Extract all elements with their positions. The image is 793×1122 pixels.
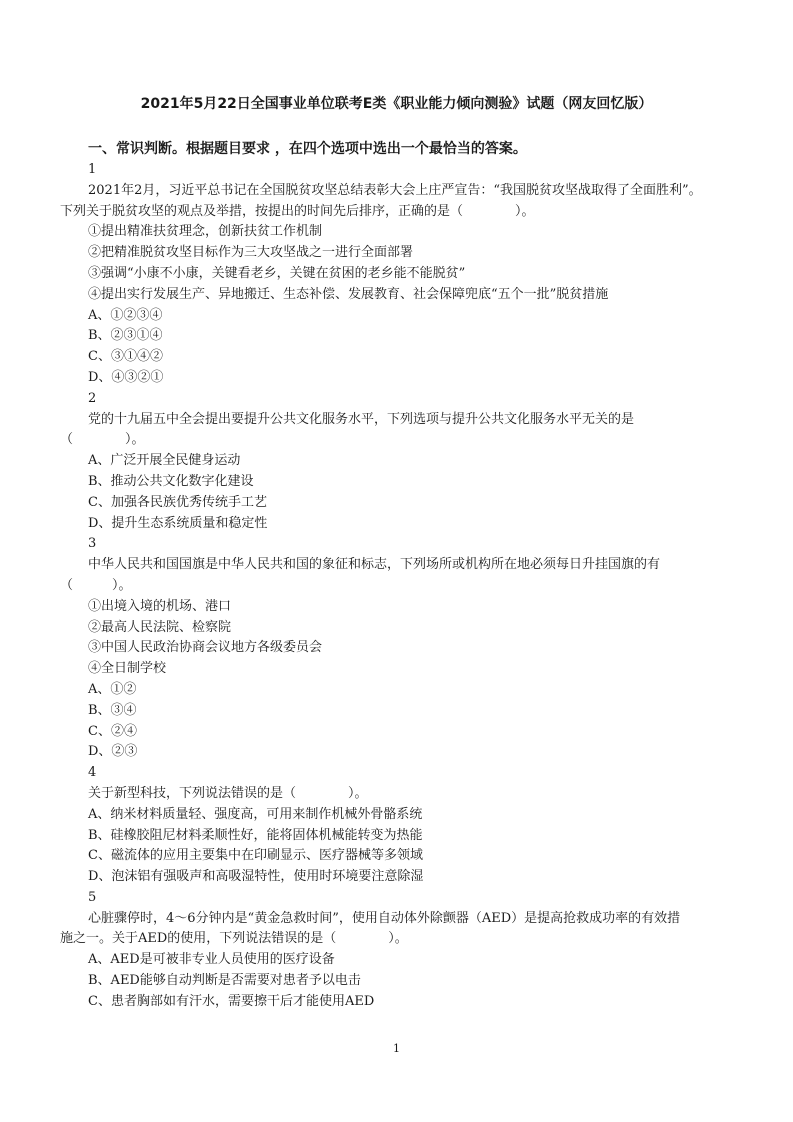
option-b: B、③④ [88,702,137,718]
statement-item: ③强调“小康不小康，关键看老乡，关键在贫困的老乡能不能脱贫” [88,265,466,281]
option-d: D、泡沫铝有强吸声和高吸湿特性，使用时环境要注意除湿 [88,869,424,885]
option-a: A、AED是可被非专业人员使用的医疗设备 [88,952,335,968]
question-stem-continued: 下列关于脱贫攻坚的观点及举措，按提出的时间先后排序，正确的是（ ）。 [60,203,535,219]
option-b: B、硅橡胶阻尼材料柔顺性好，能将固体机械能转变为热能 [88,827,423,843]
option-a: A、纳米材料质量轻、强度高，可用来制作机械外骨骼系统 [88,806,423,822]
question-stem: 关于新型科技，下列说法错误的是（ ）。 [88,785,368,801]
question-stem: 党的十九届五中全会提出要提升公共文化服务水平，下列选项与提升公共文化服务水平无关的是 [88,411,635,427]
page-number: 1 [393,1042,400,1055]
statement-item: ②最高人民法院、检察院 [88,619,232,635]
question-number: 5 [88,889,97,905]
option-d: D、提升生态系统质量和稳定性 [88,515,268,531]
statement-item: ④全日制学校 [88,661,167,677]
option-b: B、AED能够自动判断是否需要对患者予以电击 [88,973,361,989]
option-b: B、②③①④ [88,328,163,344]
option-c: C、③①④② [88,349,163,365]
statement-item: ④提出实行发展生产、异地搬迁、生态补偿、发展教育、社会保障兜底“五个一批”脱贫措施 [88,286,609,302]
statement-item: ①出境入境的机场、港口 [88,598,232,614]
question-number: 3 [88,536,97,552]
statement-item: ②把精准脱贫攻坚目标作为三大攻坚战之一进行全面部署 [88,245,414,261]
question-stem-continued: （ ）。 [60,577,132,593]
question-stem-continued: 施之一。关于AED的使用，下列说法错误的是（ ）。 [60,931,408,947]
option-a: A、①②③④ [88,307,163,323]
option-a: A、广泛开展全民健身运动 [88,453,241,469]
option-c: C、磁流体的应用主要集中在印刷显示、医疗器械等多领域 [88,848,423,864]
question-number: 4 [88,765,97,781]
document-title: 2021年5月22日全国事业单位联考E类《职业能力倾向测验》试题（网友回忆版） [140,96,653,112]
option-c: C、加强各民族优秀传统手工艺 [88,494,267,510]
questions-body [60,160,740,1013]
option-a: A、①② [88,681,137,697]
option-c: C、患者胸部如有汗水，需要擦干后才能使用AED [88,993,375,1009]
question-stem: 心脏骤停时，4～6分钟内是“黄金急救时间”，使用自动体外除颤器（AED）是提高抢救成功率的有效措 [88,910,681,926]
statement-item: ①提出精准扶贫理念，创新扶贫工作机制 [88,224,323,240]
question-number: 2 [88,390,97,406]
question-stem-continued: （ ）。 [60,432,145,448]
statement-item: ③中国人民政治协商会议地方各级委员会 [88,640,323,656]
option-b: B、推动公共文化数字化建设 [88,473,254,489]
question-stem: 2021年2月，习近平总书记在全国脱贫攻坚总结表彰大会上庄严宣告：“我国脱贫攻坚战取得了全面胜利”。 [88,182,702,198]
question-stem: 中华人民共和国国旗是中华人民共和国的象征和标志，下列场所或机构所在地必须每日升挂国旗的有 [88,557,661,573]
option-d: D、②③ [88,744,138,760]
option-d: D、④③②① [88,369,164,385]
option-c: C、②④ [88,723,137,739]
section-heading: 一、常识判断。根据题目要求 ，在四个选项中选出一个最恰当的答案。 [88,141,527,157]
question-number: 1 [88,162,97,177]
